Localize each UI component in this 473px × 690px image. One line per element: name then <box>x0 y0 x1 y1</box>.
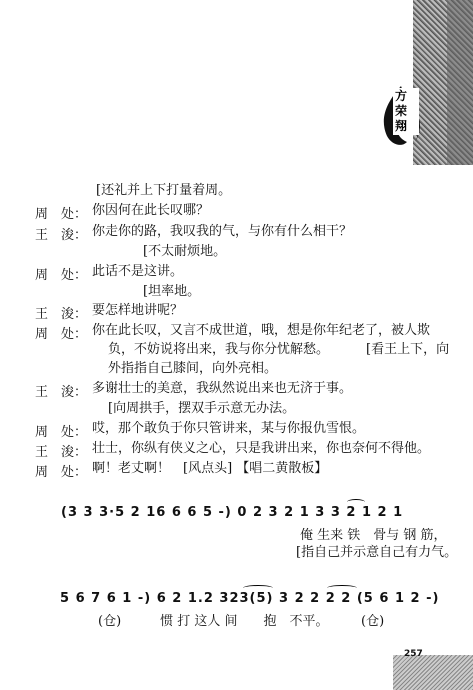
stage-direction: [坦率地。 <box>143 284 201 299</box>
dialogue: 你因何在此长叹哪？ <box>92 203 210 218</box>
speaker: 周 处： <box>35 207 88 222</box>
stage-direction: [看王上下，向 <box>366 342 450 357</box>
stage-direction: [向周拱手，摆双手示意无办法。 <box>108 401 296 416</box>
speaker: 王 浚： <box>35 307 88 322</box>
speaker: 王 浚： <box>35 445 88 460</box>
speaker: 周 处： <box>35 465 88 480</box>
stage-direction: [指自己并示意自己有力气。 <box>296 545 458 560</box>
dialogue: 你走你的路，我叹我的气，与你有什么相干？ <box>92 224 353 239</box>
notation-line: 5 6 7 6 1 -) 6 2 1.2 323(5) 3 2 2 2 2 (5 6 1 2 -) <box>60 591 440 606</box>
page-number: 257 <box>404 649 423 659</box>
speaker: 周 处： <box>35 425 88 440</box>
speaker: 周 处： <box>35 268 88 283</box>
author-name: 方荣翔 <box>393 88 419 135</box>
dialogue: 你在此长叹，又言不成世道，哦，想是你年纪老了，被人欺 <box>92 323 431 338</box>
lyric-line: (仓) 惯 打 这人 间 抱 不平。 (仓) <box>98 614 385 629</box>
corner-texture <box>393 655 473 690</box>
corner-shade <box>447 0 473 165</box>
stage-direction: 外指指自己膝间，向外亮相。 <box>108 361 278 376</box>
dialogue: 此话不是这讲。 <box>92 264 184 279</box>
slur <box>243 585 273 591</box>
slur <box>347 499 365 505</box>
slur <box>327 585 357 591</box>
dialogue: 多谢壮士的美意，我纵然说出来也无济于事。 <box>92 381 353 396</box>
dialogue: 哎，那个敢负于你只管讲来，某与你报仇雪恨。 <box>92 421 366 436</box>
speaker: 王 浚： <box>35 228 88 243</box>
stage-direction: [还礼并上下打量着周。 <box>96 183 232 198</box>
lyric-line: 俺 生来 铁 骨与 钢 筋， <box>300 528 447 543</box>
notation-line: (3 3 3·5 2 16 6 6 5 -) 0 2 3 2 1 3 3 2 1 2 1 <box>61 505 404 520</box>
dialogue: 啊！老丈啊！ [风点头] 【唱二黄散板】 <box>92 461 328 476</box>
dialogue: 负，不妨说将出来，我与你分忧解愁。 <box>108 342 330 357</box>
dialogue: 要怎样地讲呢？ <box>92 303 184 318</box>
stage-direction: [不太耐烦地。 <box>143 244 227 259</box>
dialogue: 壮士，你纵有侠义之心，只是我讲出来，你也奈何不得他。 <box>92 441 431 456</box>
speaker: 王 浚： <box>35 385 88 400</box>
speaker: 周 处： <box>35 327 88 342</box>
